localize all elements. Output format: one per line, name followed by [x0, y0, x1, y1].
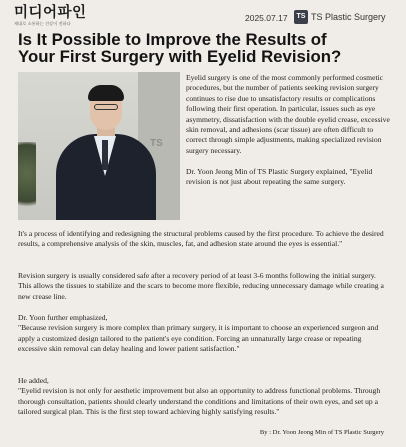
- brand-name: 미디어파인: [14, 5, 87, 21]
- paragraph-emphasis-quote: "Because revision surgery is more complex than primary surgery, it is important to choose an experienced surgeon and apply a customized design tailored to the patient's eye condition. Forcing an unnaturally large crease or repeating excessive skin removal can delay healing and lower patient satisfaction.": [18, 323, 379, 354]
- brand-tagline: 제대로 소통하는 건강이 전하다: [14, 21, 71, 26]
- paragraph-added-intro: He added,: [18, 376, 49, 385]
- article-right-column: [186, 73, 390, 198]
- plant: [18, 142, 36, 220]
- paragraph-quote-start: Dr. Yoon Jeong Min of TS Plastic Surgery explained, "Eyelid revision is not just about repeating the same surgery.: [186, 166, 373, 187]
- wall-sign: TS: [150, 138, 163, 149]
- clinic-logo-text: TS Plastic Surgery: [311, 12, 386, 22]
- glasses-icon: [94, 104, 118, 110]
- paragraph-recovery-block: [18, 271, 388, 302]
- paragraph-emphasis-block: [18, 313, 388, 355]
- paragraph-recovery: Revision surgery is usually considered safe after a recovery period of at least 3-6 months following the initial surgery. This allows the tissues to stabilize and the scars to become more flexible, reducing unnecessary damage while creating a new crease line.: [18, 271, 384, 301]
- paragraph-emphasis-intro: Dr. Yoon further emphasized,: [18, 313, 108, 322]
- tie: [102, 140, 108, 170]
- title-line-2: Your First Surgery with Eyelid Revision?: [18, 47, 342, 66]
- hair: [88, 85, 124, 101]
- paragraph-added-block: [18, 376, 388, 418]
- article-title: [18, 31, 388, 65]
- paragraph-continuation-block: [18, 229, 388, 250]
- ts-logo-icon: TS: [294, 10, 308, 24]
- article-byline: By : Dr. Yoon Jeong Min of TS Plastic Surgery: [259, 429, 384, 436]
- paragraph-added-quote: "Eyelid revision is not only for aesthetic improvement but also an opportunity to address functional problems. Through thorough consultation, patients should clearly understand the conditions and limitations of their own eyes, and set up a tailored surgical plan. This is the first step toward achieving highly satisfying results.": [18, 386, 381, 417]
- paragraph-intro: Eyelid surgery is one of the most commonly performed cosmetic procedures, but the number of patients seeking revision surgery continues to rise due to unsatisfactory results or complications following their first operation. In particular, issues such as eye asymmetry, dissatisfaction with the double eyelid crease, excessive skin removal, and adhesions (scar tissue) are often difficult to correct through simple adjustments, making specialized revision surgery necessary.: [186, 73, 390, 155]
- header: [14, 5, 394, 31]
- publish-date: 2025.07.17: [245, 13, 288, 23]
- paragraph-quote-continuation: It's a process of identifying and redesigning the structural problems caused by the first procedure. To achieve the desired results, a comprehensive analysis of the skin, muscles, fat, and adhesion state around the eyes is essential.": [18, 229, 384, 249]
- doctor-photo: [18, 72, 180, 220]
- brand-logo[interactable]: [14, 5, 87, 27]
- title-line-1: Is It Possible to Improve the Results of: [18, 30, 327, 49]
